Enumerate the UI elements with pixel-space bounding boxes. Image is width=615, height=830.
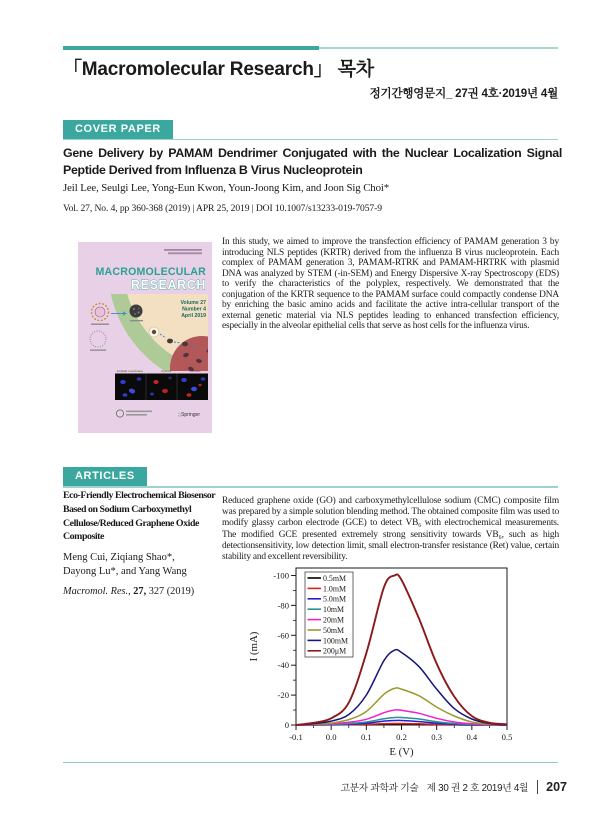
articles-rule xyxy=(63,486,558,488)
footer-divider xyxy=(537,780,538,794)
svg-text:10mM: 10mM xyxy=(323,605,345,615)
top-rule-light xyxy=(319,47,558,49)
svg-text:5.0mM: 5.0mM xyxy=(323,594,347,604)
svg-text:50mM: 50mM xyxy=(323,625,345,635)
cover-date-text: April 2019 xyxy=(181,313,206,320)
cover-number-text: Number 4 xyxy=(182,306,206,313)
articles-badge: ARTICLES xyxy=(63,467,147,486)
citation-journal: Macromol. Res., xyxy=(63,586,131,597)
top-rule-dark xyxy=(63,46,319,50)
svg-text:-0.1: -0.1 xyxy=(289,732,303,742)
article-citation xyxy=(63,586,194,597)
cover-paper-rule xyxy=(63,139,558,141)
svg-text:0.3: 0.3 xyxy=(431,732,443,742)
svg-text:I (mA): I (mA) xyxy=(248,631,260,662)
cover-paper-citation-meta: Vol. 27, No. 4, pp 360-368 (2019) | APR 25, 2019 | DOI 10.1007/s13233-019-7057-9 xyxy=(63,203,382,214)
article-authors-line: Dayong Lu*, and Yang Wang xyxy=(63,566,187,577)
cover-label-cytosol: Cytosol xyxy=(160,369,172,373)
article-title: Eco-Friendly Electrochemical Biosensor Based on Sodium Carboxymethyl Cellulose/Reduced Graphene Oxide Composite xyxy=(63,490,216,543)
svg-text:-80: -80 xyxy=(277,600,289,611)
cover-issn-line xyxy=(168,252,202,254)
article-authors xyxy=(63,551,187,579)
journal-cover-image xyxy=(78,242,212,433)
svg-text:-20: -20 xyxy=(277,690,289,701)
svg-text:0.5mM: 0.5mM xyxy=(323,573,347,583)
svg-text:0.4: 0.4 xyxy=(466,732,478,742)
footer-rule xyxy=(63,762,558,763)
svg-text:1.0mM: 1.0mM xyxy=(323,584,347,594)
svg-text:200μM: 200μM xyxy=(323,646,347,656)
svg-text:-40: -40 xyxy=(277,660,289,671)
svg-text:♘: ♘ xyxy=(177,412,182,419)
svg-text:0.1: 0.1 xyxy=(360,732,372,742)
svg-text:0.2: 0.2 xyxy=(396,732,407,742)
cover-label-nucleus: Nucleus xyxy=(189,369,201,373)
cover-paper-badge: COVER PAPER xyxy=(63,120,173,139)
cover-issn-line xyxy=(164,249,202,251)
cover-paper-authors: Jeil Lee, Seulgi Lee, Yong-Eun Kwon, Youn-Joong Kim, and Joon Sig Choi* xyxy=(63,182,390,194)
article-abstract: Reduced graphene oxide (GO) and carboxymethylcellulose sodium (CMC) composite film was prepared by a simple solution blending method. The obtained composite film was used to modify glassy carbon electrode (GCE) to detect VB₆ with electrochemical measurements. The modified GCE presented extremely strong sensitivity towards VB₆, such as high detectionsensitivity, low detection limit, small electron-transfer resistance (Ret) value, certain stability and excellent reversibility. xyxy=(222,496,559,563)
article-authors-line: Meng Cui, Ziqiang Shao*, xyxy=(63,552,175,563)
svg-text:100mM: 100mM xyxy=(323,636,348,646)
citation-pages: 327 (2019) xyxy=(148,586,195,597)
citation-volume: 27, xyxy=(133,586,147,597)
svg-text:0.0: 0.0 xyxy=(325,732,337,742)
footer-issue: 제 30 권 2 호 2019년 4월 xyxy=(426,783,529,794)
cover-journal-name-1: MACROMOLECULAR xyxy=(95,266,206,278)
cover-volume-text: Volume 27 xyxy=(180,300,206,306)
svg-text:Springer: Springer xyxy=(181,412,200,418)
cover-paper-abstract: In this study, we aimed to improve the transfection efficiency of PAMAM generation 3 by introducing NLS peptides (KRTR) derived from the influenza B virus nucleoprotein. Each complex of PAMAM generation 3, PAMAM-RTRK and PAMAM-HRTRK with plasmid DNA was analyzed by STEM (-in-SEM) and Energy Dispersive X-ray Spectroscopy (EDS) to verify the characteristics of the polyplex, respectively. We demonstrated that the conjugation of the KRTR sequence to the PAMAM surface could compactly condense DNA by enriching the basic amino acids and facilitate the active intra-cellular transport of the external genetic material via NLS peptides leading to enhanced transfection efficiency, especially in the alveolar epithelial cells that serve as host cells for the influenza virus. xyxy=(222,237,559,331)
page-number: 207 xyxy=(546,780,567,794)
svg-text:-100: -100 xyxy=(273,570,289,581)
page-title: 「Macromolecular Research」 목차 xyxy=(63,59,374,80)
springer-logo xyxy=(177,412,200,419)
cover-paper-title: Gene Delivery by PAMAM Dendrimer Conjugated with the Nuclear Localization Signal Peptide Derived from Influenza B Virus Nucleoprotein xyxy=(63,146,562,177)
issue-subtitle: 정기간행영문지_ 27권 4호·2019년 4월 xyxy=(369,88,558,100)
footer xyxy=(340,780,567,794)
svg-text:-60: -60 xyxy=(277,630,289,641)
svg-text:0.5: 0.5 xyxy=(501,732,513,742)
microscopy-strip xyxy=(115,374,208,401)
footer-journal: 고분자 과학과 기술 xyxy=(340,783,419,794)
svg-text:20mM: 20mM xyxy=(323,615,345,625)
voltammogram-chart xyxy=(245,562,565,762)
cover-label-membrane: Cellular membrane xyxy=(116,369,144,373)
cover-journal-name-2: RESEARCH xyxy=(131,278,206,292)
svg-text:E (V): E (V) xyxy=(389,746,414,758)
svg-text:0: 0 xyxy=(284,720,289,730)
